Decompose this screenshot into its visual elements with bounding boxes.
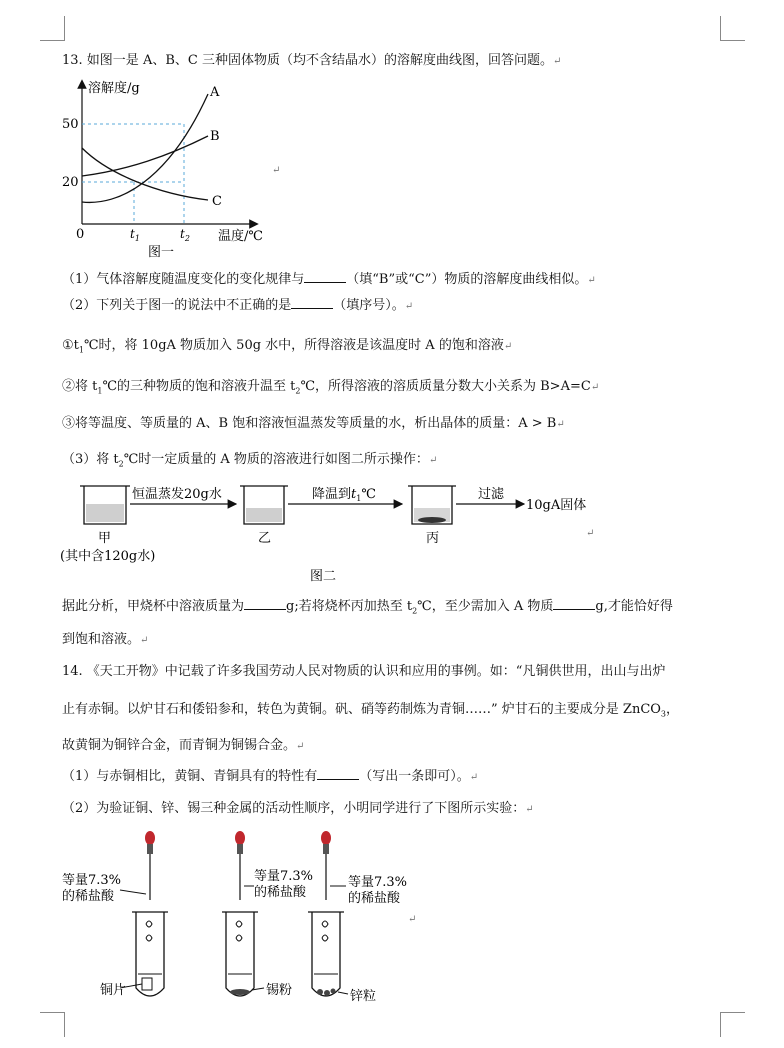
tick-t2: $t_2$ [180,227,190,243]
test-tube-copper [120,831,168,996]
tick-20: 20 [62,175,79,190]
paragraph-mark-icon: ↵ [428,455,438,466]
paragraph-mark-icon: ↵ [586,528,595,539]
q14-line3: 故黄铜为铜锌合金，而青铜为铜锡合金。↵ [62,738,305,753]
beaker-yi [240,486,288,524]
paragraph-mark-icon: ↵ [296,741,305,752]
beaker-jia-label: 甲 [98,531,112,546]
q13-part3: （3）将 $t_2℃$时一定质量的 A 物质的溶液进行如图二所示操作：↵ [62,452,438,469]
x-axis-label: 温度/℃ [218,229,263,244]
crop-mark-bottom-left [40,1012,65,1037]
beaker-jia-note: (其中含120g水) [60,549,156,564]
q13-stem: 13. 如图一是 A、B、C 三种固体物质（均不含结晶水）的溶解度曲线图，回答问题。↵ [62,53,562,68]
paragraph-mark-icon: ↵ [503,341,513,352]
q13-item3: ③将等温度、等质量的 A、B 饱和溶液恒温蒸发等质量的水，析出晶体的质量：A > B↵ [62,416,565,431]
tick-t1: $t_1$ [130,227,140,243]
paragraph-mark-icon: ↵ [556,419,565,430]
tube2-acid-label1: 等量7.3% [254,869,314,884]
answer-blank[interactable] [317,767,359,780]
q13-analysis-cont: 到饱和溶液。↵ [62,632,149,647]
paragraph-mark-icon: ↵ [408,914,417,925]
test-tube-figure [58,828,438,1008]
q14-part2: （2）为验证铜、锌、锡三种金属的活动性顺序，小明同学进行了下图所示实验：↵ [62,801,534,816]
answer-blank[interactable] [553,597,595,610]
step3-label: 过滤 [478,487,505,502]
beaker-bing-label: 丙 [426,531,440,546]
beaker-bing [408,486,456,524]
step2-label: 降温到$t_1℃$ [312,487,376,503]
q13-analysis: 据此分析，甲烧杯中溶液质量为 g;若将烧杯丙加热至 $t_2℃$，至少需加入 A 物质 g,才能恰好得 [62,599,673,616]
paragraph-mark-icon: ↵ [525,804,534,815]
tube2-acid-label2: 的稀盐酸 [254,885,307,900]
paragraph-mark-icon: ↵ [469,772,479,783]
tick-50: 50 [62,117,79,132]
figure1-caption: 图一 [148,245,175,260]
curve-c [82,148,208,200]
q13-part1: （1）气体溶解度随温度变化的变化规律与 （填“B”或“C”）物质的溶解度曲线相似。↵ [62,272,596,287]
tube3-acid-label1: 等量7.3% [348,875,408,890]
crop-mark-top-left [40,16,65,41]
curve-a-label: A [210,85,220,100]
q13-part2: （2）下列关于图一的说法中不正确的是 （填序号）。↵ [62,298,414,313]
curve-c-label: C [212,194,222,209]
q14-line1: 14. 《天工开物》中记载了许多我国劳动人民对物质的认识和应用的事例。如：“凡铜供世用，出山与出炉 [62,664,666,679]
tube3-acid-label2: 的稀盐酸 [348,891,401,906]
answer-blank[interactable] [291,296,333,309]
tube3-metal-label: 锌粒 [350,989,377,1004]
tube1-acid-label1: 等量7.3% [62,873,122,888]
curve-a [82,94,208,202]
paragraph-mark-icon: ↵ [587,275,596,286]
paragraph-mark-icon: ↵ [272,165,281,176]
result-label: 10gA固体 [526,498,587,513]
step1-label: 恒温蒸发20g水 [132,487,222,502]
beaker-jia [80,486,130,524]
paragraph-mark-icon: ↵ [140,635,149,646]
test-tube-tin [222,831,264,996]
paragraph-mark-icon: ↵ [590,382,600,393]
answer-blank[interactable] [304,270,346,283]
crop-mark-bottom-right [720,1012,745,1037]
crop-mark-top-right [720,16,745,41]
origin-label: 0 [76,227,85,242]
paragraph-mark-icon: ↵ [404,301,414,312]
y-axis-label: 溶解度/g [88,81,140,96]
beaker-yi-label: 乙 [258,531,272,546]
test-tube-zinc [308,831,348,996]
figure2-caption: 图二 [310,569,337,584]
paragraph-mark-icon: ↵ [552,56,562,67]
curve-b-label: B [210,129,220,144]
tube1-metal-label: 铜片 [100,983,127,998]
q13-item1: $①t_1℃$时，将 10gA 物质加入 50g 水中，所得溶液是该温度时 A 的饱和溶液↵ [62,338,513,355]
tube1-acid-label2: 的稀盐酸 [62,889,115,904]
tube2-metal-label: 锡粉 [266,983,293,998]
q14-part1: （1）与赤铜相比，黄铜、青铜具有的特性有 （写出一条即可）。↵ [62,769,479,784]
curve-b [82,136,208,176]
process-diagram [58,478,618,588]
q13-item2: ②将 $t_1℃$的三种物质的饱和溶液升温至 $t_2℃$，所得溶液的溶质质量分数大小关系为 B>A=C↵ [62,379,600,396]
q14-line2: 止有赤铜。以炉甘石和倭铅参和，转色为黄铜。矾、硝等药制炼为青铜……” 炉甘石的主要成分是 ZnCO$_3$， [62,702,680,719]
answer-blank[interactable] [244,597,286,610]
solubility-chart [58,78,288,268]
